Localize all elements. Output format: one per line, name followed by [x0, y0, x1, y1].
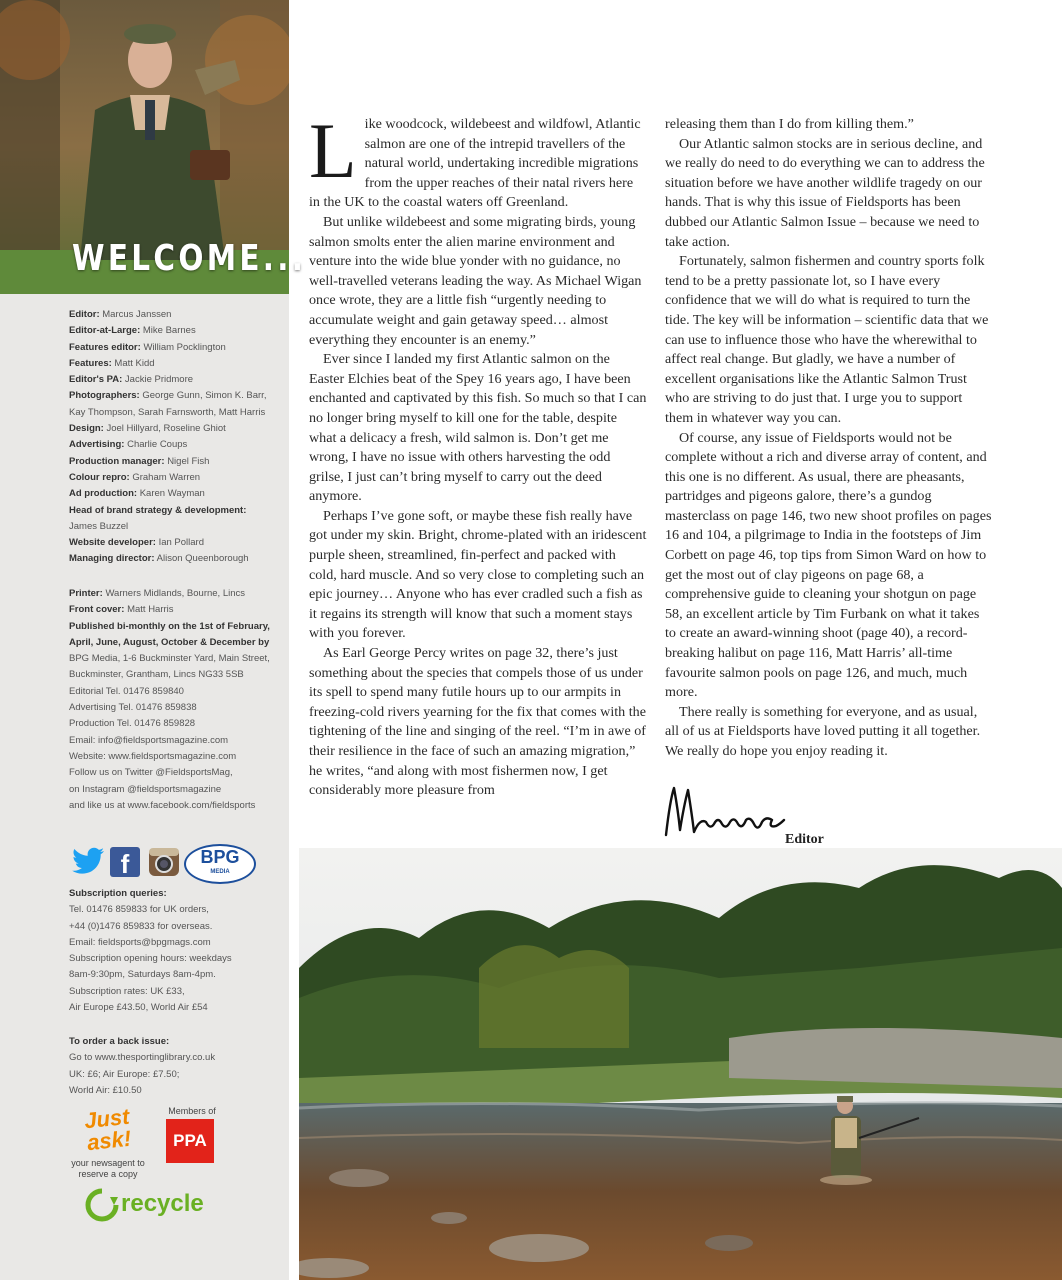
subscription-info [69, 886, 274, 1016]
subscription-line: Subscription rates: UK £33, [69, 985, 185, 997]
backissue-title: To order a back issue: [69, 1036, 170, 1047]
credit-line: Features: Matt Kidd [69, 357, 155, 369]
article-paragraph: Our Atlantic salmon stocks are in serious decline, and we really do need to do everything we can to address the situation before we have another wildlife tragedy on our hands. That is why this issue of Fieldsports has been dubbed our Atlantic Salmon Issue – because we need to take action. [665, 135, 985, 250]
published-line: Published bi-monthly on the 1st of February, April, June, August, October & December by [69, 620, 270, 648]
article-column-2 [665, 115, 993, 762]
river-illustration [299, 848, 1062, 1280]
signature-role: Editor [785, 832, 824, 847]
subscription-line: Subscription opening hours: weekdays [69, 953, 232, 965]
credit-line: Editor's PA: Jackie Pridmore [69, 374, 194, 386]
sidebar [0, 0, 307, 1280]
article-paragraph: But unlike wildebeest and some migrating birds, young salmon smolts enter the alien marine environment and venture into the wide blue yonder with no guidance, no well-travelled veterans leading the way. As Michael Wigan once wrote, they are a little fish “urgently needing to accumulate weight and gain getaway speed… almost everything they encounter is an enemy.” [309, 213, 642, 348]
backissue-link[interactable]: Go to www.thesportinglibrary.co.uk [69, 1052, 216, 1064]
staff-credits [69, 307, 274, 568]
just-ask-logo [68, 1103, 148, 1180]
address-line: Editorial Tel. 01476 859840 [69, 685, 184, 697]
printer-line: Printer: Warners Midlands, Bourne, Lincs [69, 588, 246, 599]
facebook-icon[interactable]: f [110, 847, 140, 877]
address-line: Advertising Tel. 01476 859838 [69, 702, 197, 714]
credit-line: Head of brand strategy & development: James Buzzel [69, 504, 247, 532]
twitter-line: Follow us on Twitter @FieldsportsMag, [69, 767, 233, 779]
credit-line: Managing director: Alison Queenborough [69, 553, 249, 565]
backissue-line: UK: £6; Air Europe: £7.50; [69, 1068, 180, 1080]
address-line: Production Tel. 01476 859828 [69, 718, 196, 730]
credit-line: Features editor: William Pocklington [69, 341, 226, 353]
members-of-text: Members of [168, 1106, 216, 1116]
just-ask-line: your newsagent to [71, 1158, 145, 1168]
drop-cap: L [309, 107, 357, 194]
bpg-logo-text: BPG [200, 847, 240, 867]
cover-line: Front cover: Matt Harris [69, 604, 174, 616]
instagram-icon[interactable] [148, 847, 180, 877]
ppa-logo [166, 1106, 218, 1163]
subscription-email[interactable]: Email: fieldsports@bpgmags.com [69, 936, 211, 948]
credit-line: Website developer: Ian Pollard [69, 537, 204, 549]
recycle-icon [85, 1188, 119, 1222]
credit-line: Production manager: Nigel Fish [69, 455, 210, 467]
credit-line: Advertising: Charlie Coups [69, 439, 188, 451]
article-paragraph: Of course, any issue of Fieldsports would not be complete without a rich and diverse array of content, and this one is no different. As usual, there are pheasants, partridges and pigeons galore, there’s a gundog masterclass on page 146, two new shoot profiles on pages 16 and 104, a pilgrimage to India in the footsteps of Jim Corbett on page 46, top tips from Simon Ward on how to get the most out of clay pigeons on page 68, a comprehensive guide to cleaning your shotgun on page 58, an excellent article by Tim Furbank on what it takes to create an award-winning shoot (page 40), a record-breaking halibut on page 116, Matt Harris’ all-time favourite salmon pools on page 126, and much, much more. [665, 429, 992, 701]
credit-line: Editor: Marcus Janssen [69, 309, 172, 320]
back-issue-info [69, 1034, 274, 1099]
ppa-text: PPA [166, 1119, 214, 1163]
subscription-line: +44 (0)1476 859833 for overseas. [69, 920, 213, 932]
subscription-line: 8am-9:30pm, Saturdays 8am-4pm. [69, 969, 216, 981]
article-paragraph: Like woodcock, wildebeest and wildfowl, Atlantic salmon are one of the intrepid travellers of the natural world, undertaking incredible migrations from the upper reaches of their natal rivers here in the UK to the coastal waters off Greenland. [309, 107, 641, 211]
instagram-line: on Instagram @fieldsportsmagazine [69, 783, 222, 795]
publisher-info [69, 586, 274, 814]
article-paragraph: Perhaps I’ve gone soft, or maybe these fish really have got under my skin. Bright, chrome-plated with an iridescent purple sheen, streamlined, fin-perfect and packed with cold, hard muscle. And so very close to completing such an epic journey… Anyone who has ever cradled such a fish as it regains its strength will know that such a moment stays with you forever. [309, 507, 647, 642]
editor-signature [662, 780, 792, 845]
credit-line: Ad production: Karen Wayman [69, 488, 205, 500]
credit-line: Colour repro: Graham Warren [69, 471, 201, 483]
just-ask-text: Just ask! [82, 1103, 133, 1156]
welcome-heading: WELCOME... [72, 238, 307, 279]
bpg-logo-sub: MEDIA [210, 869, 230, 875]
credit-line: Photographers: George Gunn, Simon K. Barr, Kay Thompson, Sarah Farnsworth, Matt Harris [69, 390, 267, 418]
subscription-line: Air Europe £43.50, World Air £54 [69, 1002, 208, 1014]
bpg-media-logo [184, 844, 256, 884]
article-paragraph: releasing them than I do from killing them.” [665, 116, 914, 132]
article-column-1 [309, 107, 647, 801]
credit-line: Editor-at-Large: Mike Barnes [69, 325, 196, 337]
recycle-text: recycle [121, 1190, 204, 1217]
subscription-line: Tel. 01476 859833 for UK orders, [69, 904, 209, 916]
subscription-title: Subscription queries: [69, 888, 167, 899]
river-fishing-photo [299, 848, 1062, 1280]
backissue-line: World Air: £10.50 [69, 1084, 142, 1096]
article-paragraph: Fortunately, salmon fishermen and country sports folk tend to be a pretty passionate lot, so I have every confidence that we will do what is required to turn the tide. The key will be information – scientific data that we can use to influence those who have the wherewithal to affect real change. But gladly, we have a number of excellent organisations like the Atlantic Salmon Trust who are striving to do just that. I urge you to support them in whatever way you can. [665, 253, 989, 426]
article-paragraph: As Earl George Percy writes on page 32, there’s just something about the species that compels those of us under its spell to spend many futile hours up to our armpits in freezing-cold rivers yearning for the fix that comes with the tightening of the line and singing of the reel. “I’m in awe of their resilience in the face of such an amazing migration,” he writes, “and along with most fishermen now, I get considerably more pleasure from [309, 645, 646, 799]
facebook-line: and like us at www.facebook.com/fieldsports [69, 799, 256, 811]
address-line: BPG Media, 1-6 Buckminster Yard, Main Street, [69, 653, 270, 665]
just-ask-line: reserve a copy [78, 1169, 138, 1179]
social-icons [70, 844, 260, 884]
website-link[interactable]: Website: www.fieldsportsmagazine.com [69, 750, 237, 762]
recycle-logo [85, 1188, 225, 1224]
address-line: Buckminster, Grantham, Lincs NG33 5SB [69, 669, 244, 681]
email-link[interactable]: Email: info@fieldsportsmagazine.com [69, 734, 229, 746]
twitter-icon[interactable] [70, 846, 106, 878]
article-paragraph: There really is something for everyone, and as usual, all of us at Fieldsports have loved putting it all together. We really do hope you enjoy reading it. [665, 703, 981, 759]
article-paragraph: Ever since I landed my first Atlantic salmon on the Easter Elchies beat of the Spey 16 years ago, I have been enchanted and captivated by this fish. So much so that I can no longer bring myself to kill one for the table, despite what a delicacy a fresh, wild salmon is. Don’t get me wrong, I have no issue with others harvesting the odd grilse, I just can’t bring myself to carry out the deed anymore. [309, 351, 647, 505]
credit-line: Design: Joel Hillyard, Roseline Ghiot [69, 423, 226, 435]
